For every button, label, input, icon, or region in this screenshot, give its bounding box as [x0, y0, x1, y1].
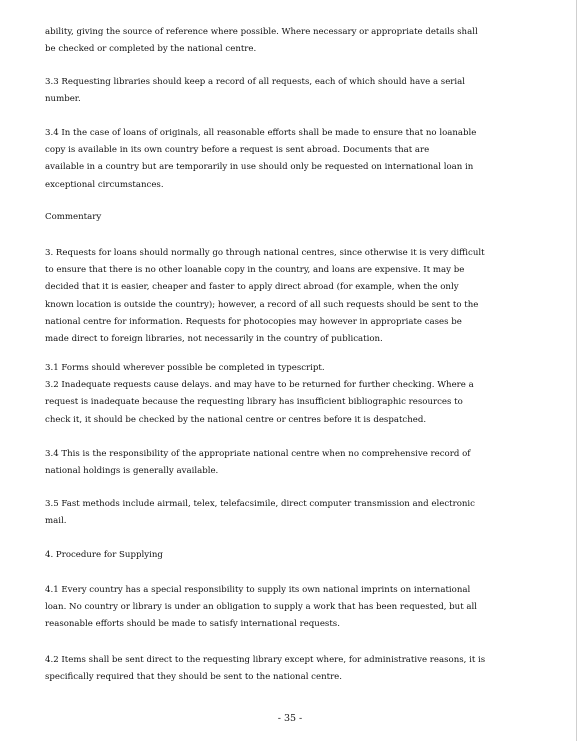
text-line: number. — [45, 94, 81, 105]
text-line: ability, giving the source of reference where possible. Where necessary or appropriate details shall — [45, 27, 478, 37]
page-number: - 35 - — [277, 713, 303, 724]
text-line: reasonable efforts should be made to satisfy international requests. — [45, 619, 340, 630]
text-line: 3.5 Fast methods include airmail, telex, telefacsimile, direct computer transmission and electronic — [45, 499, 475, 509]
text-line: copy is available in its own country before a request is sent abroad. Documents that are — [45, 145, 430, 156]
text-line: made direct to foreign libraries, not necessarily in the country of publication. — [45, 334, 383, 344]
text-line: check it, it should be checked by the national centre or centres before it is despatched. — [45, 414, 427, 425]
text-line: 4.2 Items shall be sent direct to the requesting library except where, for administrative reasons, it is — [45, 655, 486, 665]
text-line: available in a country but are temporarily in use should only be requested on international loan in — [45, 162, 474, 173]
text-line: specifically required that they should be sent to the national centre. — [45, 672, 342, 683]
scan-edge-line — [576, 0, 577, 741]
text-line: loan. No country or library is under an obligation to supply a work that has been requested, but all — [45, 602, 478, 613]
text-line: exceptional circumstances. — [45, 179, 164, 190]
text-line: 4. Procedure for Supplying — [45, 550, 163, 560]
text-line: decided that it is easier, cheaper and faster to apply direct abroad (for example, when the only — [45, 282, 459, 293]
text-line: 3.1 Forms should wherever possible be completed in typescript. — [45, 363, 325, 373]
text-line: 3.3 Requesting libraries should keep a record of all requests, each of which should have a serial — [45, 77, 466, 87]
text-line: be checked or completed by the national centre. — [45, 44, 257, 55]
text-line: known location is outside the country); however, a record of all such requests should be sent to the — [45, 299, 479, 310]
text-line: national holdings is generally available. — [45, 466, 219, 477]
text-line: request is inadequate because the requesting library has insufficient bibliographic resources to — [45, 397, 463, 408]
text-line: Commentary — [45, 212, 102, 222]
text-line: 4.1 Every country has a special responsibility to supply its own national imprints on international — [45, 585, 471, 595]
text-line: 3. Requests for loans should normally go through national centres, since otherwise it is very difficult — [45, 248, 485, 258]
text-line: 3.2 Inadequate requests cause delays. and may have to be returned for further checking. Where a — [45, 380, 474, 391]
text-line: 3.4 This is the responsibility of the appropriate national centre when no comprehensive record of — [45, 449, 471, 459]
text-line: 3.4 In the case of loans of originals, all reasonable efforts shall be made to ensure that no loanable — [45, 128, 477, 138]
text-line: national centre for information. Requests for photocopies may however in appropriate cases be — [45, 316, 462, 327]
text-line: to ensure that there is no other loanable copy in the country, and loans are expensive. It may be — [45, 265, 465, 276]
text-line: mail. — [45, 516, 67, 527]
